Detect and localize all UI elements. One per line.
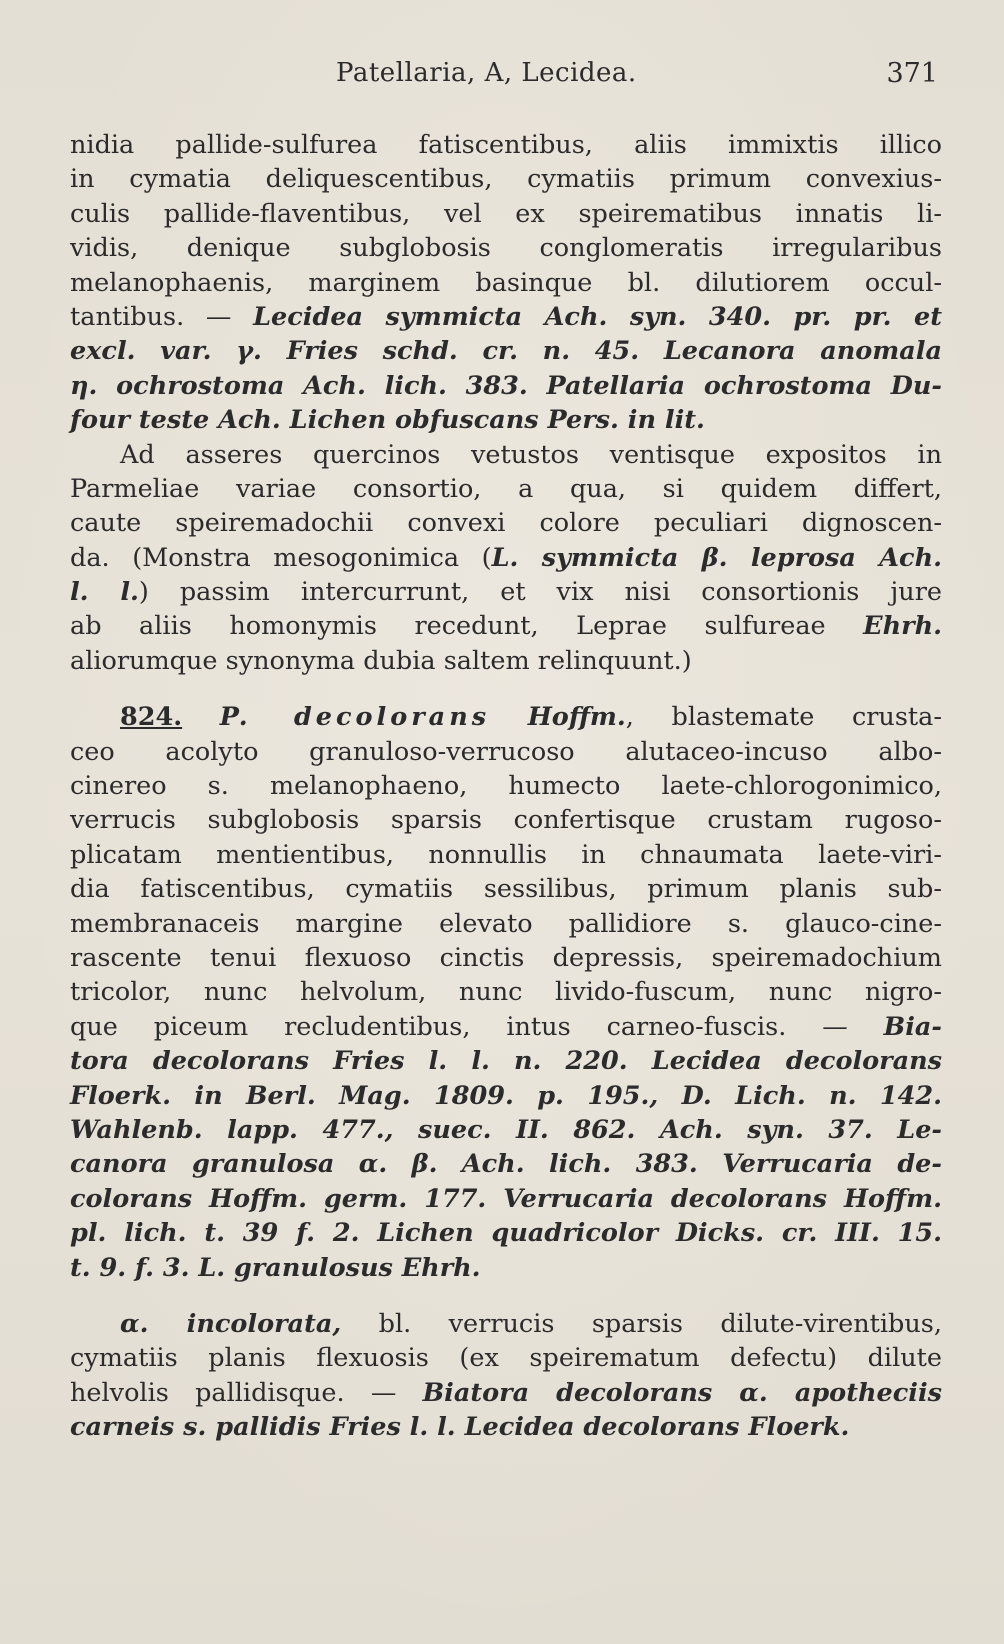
citation-line: Wahlenb. lapp. 477., suec. II. 862. Ach. syn. 37. Le- (70, 1114, 942, 1145)
paragraph-gap (70, 1285, 942, 1307)
text-line (70, 1376, 942, 1410)
species-name: P. decolorans (219, 702, 491, 733)
paragraph-gap (70, 678, 942, 700)
body-text (70, 128, 942, 1444)
citation-line: carneis s. pallidis Fries l. l. Lecidea decolorans Floerk. (70, 1412, 850, 1443)
citation: l. l. (70, 577, 139, 608)
text-line (70, 575, 942, 609)
species-heading-line (70, 700, 942, 734)
text-line: tricolor, nunc helvolum, nunc livido-fuscum, nunc nigro- (70, 977, 942, 1008)
species-author: Hoffm. (527, 702, 626, 733)
text-run: ab aliis homonymis recedunt, Leprae sulfureae (70, 611, 826, 642)
text-line: culis pallide-flaventibus, vel ex speirematibus innatis li- (70, 198, 942, 229)
text-line (70, 300, 942, 334)
text-run: da. (Monstra mesogonimica ( (70, 542, 492, 573)
text-line (70, 609, 942, 643)
text-line (70, 1010, 942, 1044)
text-line: plicatam mentientibus, nonnullis in chnaumata laete-viri- (70, 839, 942, 870)
citation-line: t. 9. f. 3. L. granulosus Ehrh. (70, 1252, 481, 1283)
text-run: , blastemate crusta- (625, 702, 942, 733)
citation: Lecidea symmicta Ach. syn. 340. pr. pr. et (253, 301, 943, 332)
variety-line (70, 1307, 942, 1341)
running-title: Patellaria, A, Lecidea. (336, 58, 637, 88)
running-head (0, 58, 1004, 92)
citation-line: canora granulosa α. β. Ach. lich. 383. Verrucaria de- (70, 1149, 942, 1180)
page-number: 371 (886, 58, 938, 89)
text-line: dia fatiscentibus, cymatiis sessilibus, primum planis sub- (70, 874, 942, 905)
text-line (70, 541, 942, 575)
citation-line: pl. lich. t. 39 f. 2. Lichen quadricolor Dicks. cr. III. 15. (70, 1218, 942, 1249)
text-line: verrucis subglobosis sparsis confertisque crustam rugoso- (70, 805, 942, 836)
citation-line: colorans Hoffm. germ. 177. Verrucaria decolorans Hoffm. (70, 1183, 942, 1214)
citation-line: η. ochrostoma Ach. lich. 383. Patellaria ochrostoma Du- (70, 370, 942, 401)
text-line: nidia pallide-sulfurea fatiscentibus, aliis immixtis illico (70, 130, 942, 160)
text-line: melanophaenis, marginem basinque bl. dilutiorem occul- (70, 267, 942, 298)
text-line: membranaceis margine elevato pallidiore s. glauco-cine- (70, 908, 942, 939)
citation-line: Floerk. in Berl. Mag. 1809. p. 195., D. Lich. n. 142. (70, 1080, 942, 1111)
citation-line: excl. var. γ. Fries schd. cr. n. 45. Lecanora anomala (70, 336, 942, 367)
text-line: cymatiis planis flexuosis (ex speirematum defectu) dilute (70, 1343, 942, 1374)
citation: L. symmicta β. leprosa Ach. (491, 542, 942, 573)
text-run: ) passim intercurrunt, et vix nisi consortionis jure (138, 577, 942, 608)
citation: Ehrh. (863, 611, 943, 642)
text-line: rascente tenui flexuoso cinctis depressis, speiremadochium (70, 942, 942, 973)
text-run: bl. verrucis sparsis dilute-virentibus, (378, 1308, 942, 1339)
citation: Bia- (883, 1011, 942, 1042)
text-line: cinereo s. melanophaeno, humecto laete-chlorogonimico, (70, 771, 942, 802)
text-line: ceo acolyto granuloso-verrucoso alutaceo-incuso albo- (70, 736, 942, 767)
text-line: vidis, denique subglobosis conglomeratis irregularibus (70, 233, 942, 264)
citation-line: four teste Ach. Lichen obfuscans Pers. in lit. (70, 405, 705, 436)
text-line: Ad asseres quercinos vetustos ventisque expositos in (120, 439, 942, 470)
variety-name: α. incolorata, (120, 1308, 342, 1339)
text-line: Parmeliae variae consortio, a qua, si quidem differt, (70, 473, 942, 504)
text-line: aliorumque synonyma dubia saltem relinquunt.) (70, 645, 692, 676)
text-run: helvolis pallidisque. — (70, 1377, 397, 1408)
text-line: caute speiremadochii convexi colore peculiari dignoscen- (70, 508, 942, 539)
text-run: que piceum recludentibus, intus carneo-fuscis. — (70, 1011, 848, 1042)
citation-line: tora decolorans Fries l. l. n. 220. Lecidea decolorans (70, 1046, 942, 1077)
citation: Biatora decolorans α. apotheciis (422, 1377, 942, 1408)
text-line: in cymatia deliquescentibus, cymatiis primum convexius- (70, 164, 942, 195)
species-number: 824. (120, 702, 183, 733)
text-run: tantibus. — (70, 301, 232, 332)
